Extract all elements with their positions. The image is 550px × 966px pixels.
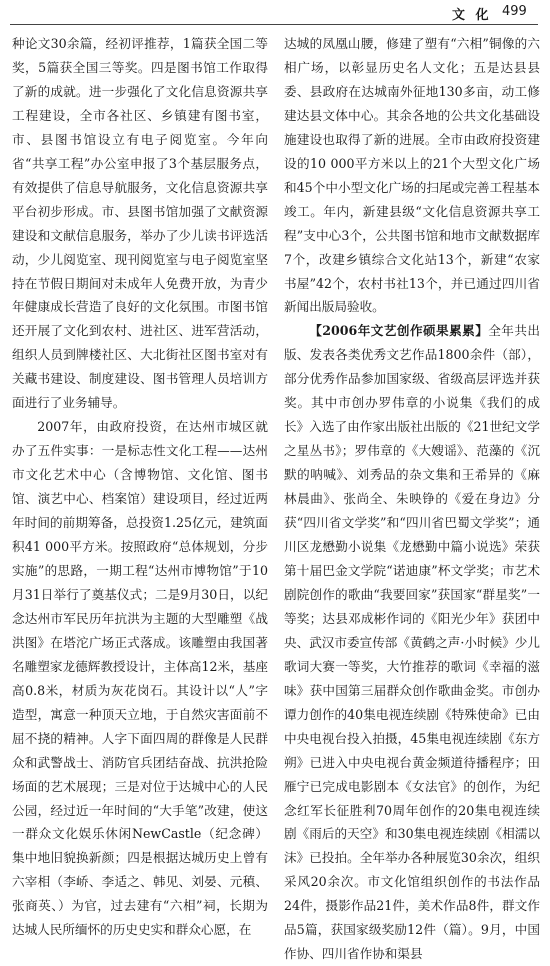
page-header xyxy=(0,0,550,30)
header-rule xyxy=(10,24,538,25)
paragraph-continued-right: 达城的凤凰山腰，修建了塑有“六相”铜像的六相广场，以彰显历史名人文化；五是达县县委、县政府在达城南外征地130多亩，动工修建达县文体中心。其余各地的公共文化基础设施建设也取得了新的进展。全市由政府投资建设的10 000平方米以上的21个大型文化广场和45个中小型文化广场的扫尾或完善工程基本竣工。年内，新建县级“文化信息资源共享工程”支中心3个，公共图书馆和地市文献数据库7个，改建乡镇综合文化站13个，新建“农家书屋”42个，农村书社13个，并已通过四川省新闻出版局验收。 xyxy=(284,36,540,315)
paragraph-2007-projects: 2007年，由政府投资，在达州市城区就办了五件实事：一是标志性文化工程——达州市文化艺术中心（含博物馆、文化馆、图书馆、演艺中心、档案馆）建设项目，经过近两年时间的前期筹备，总投资1.25亿元，建筑面积41 000平方米。按照政府“总体规划，分步实施”的思路，一期工程“达州市博物馆”于10月31日举行了奠基仪式；二是9月30日，以纪念达州市军民历年抗洪为主题的大型雕塑《战洪图》在塔沱广场正式落成。该雕塑由我国著名雕塑家龙德辉教授设计，主体高12米，基座高0.8米，材质为灰花岗石。其设计以“人”字造型，寓意一种顶天立地，于自然灾害面前不屈不挠的精神。人字下面四周的群像是人民群众和武警战士、消防官兵团结奋战、抗洪抢险场面的艺术展现；三是对位于达城中心的人民公园，经过近一年时间的“大手笔”改建，使这一群众文化娱乐休闲NewCastle（纪念碑）集中地旧貌换新颜；四是根据达城历史上曾有六宰相（李峤、李适之、韩见、刘晏、元稹、张商英、）为官，过去建有“六相”祠，长期为达城人民所缅怀的历史史实和群众心愿，在 xyxy=(12,419,268,938)
paragraph-continued: 种论文30余篇，经初评推荐，1篇获全国二等奖，5篇获全国三等奖。四是图书馆工作取得了新的成就。进一步强化了文化信息资源共享工程建设，全市各社区、乡镇建有图书室，市、县图书馆设立有电子阅览室。今年向省“共享工程”办公室申报了3个基层服务点，有效提供了信息导航服务，文化信息资源共享平台初步形成。市、县图书馆加强了文献资源建设和文献信息服务，举办了少儿读书评选活动，少儿阅览室、现刊阅览室与电子阅览室坚持在节假日期间对未成年人免费开放，为青少年健康成长营造了良好的文化氛围。市图书馆还开展了文化到农村、进社区、进军营活动，组织人员到牌楼社区、大北街社区图书室对有关藏书建设、制度建设、图书管理人员培训方面进行了业务辅导。 xyxy=(12,36,268,411)
right-column xyxy=(284,32,540,962)
section-literary-achievements xyxy=(284,319,540,966)
section-heading: 【2006年文艺创作硕果累累】 xyxy=(309,323,489,339)
section-body: 全年共出版、发表各类优秀文艺作品1800余件（部），部分优秀作品参加国家级、省级高层评选并获奖。其中市创办罗伟章的小说集《我们的成长》入选了由作家出版社出版的《21世纪文学之星丛书》；罗伟章的《大嫂谣》、范藻的《沉默的呐喊》、刘秀品的杂文集和王希异的《麻林晨曲》、张尚全、朱映铮的《爱在身边》分获“四川省文学奖”和“四川省巴蜀文学奖”；通川区龙懋勤小说集《龙懋勤中篇小说选》荣获第十届巴金文学院“诺迪康”杯文学奖；市艺术剧院创作的歌曲“我要回家”获国家“群星奖”一等奖；达县邓成彬作词的《阳光少年》获团中央、武汉市委宣传部《黄鹤之声·小时候》少儿歌词大赛一等奖，大竹推荐的歌词《幸福的滋味》获中国第三届群众创作歌曲金奖。市创办谭力创作的40集电视连续剧《特殊使命》已由中央电视台投入拍摄，45集电视连续剧《东方朔》已进入中央电视台黄金频道待播程序；田雁宁已完成电影剧本《女法官》的创作，为纪念红军长征胜利70周年创作的20集电视连续剧《雨后的天空》和30集电视连续剧《相濡以沫》已投拍。全年举办各种展览30余次，组织采风20余次。市文化馆组织创作的书法作品24件，摄影作品21件，美术作品8件，群文作品5篇，获国家级奖励12件（篇）。9月，中国作协、四川省作协和渠县 xyxy=(284,323,540,962)
left-column xyxy=(12,32,268,938)
running-head-title: 文 化 xyxy=(452,8,492,23)
page-number: 499 xyxy=(502,4,527,19)
